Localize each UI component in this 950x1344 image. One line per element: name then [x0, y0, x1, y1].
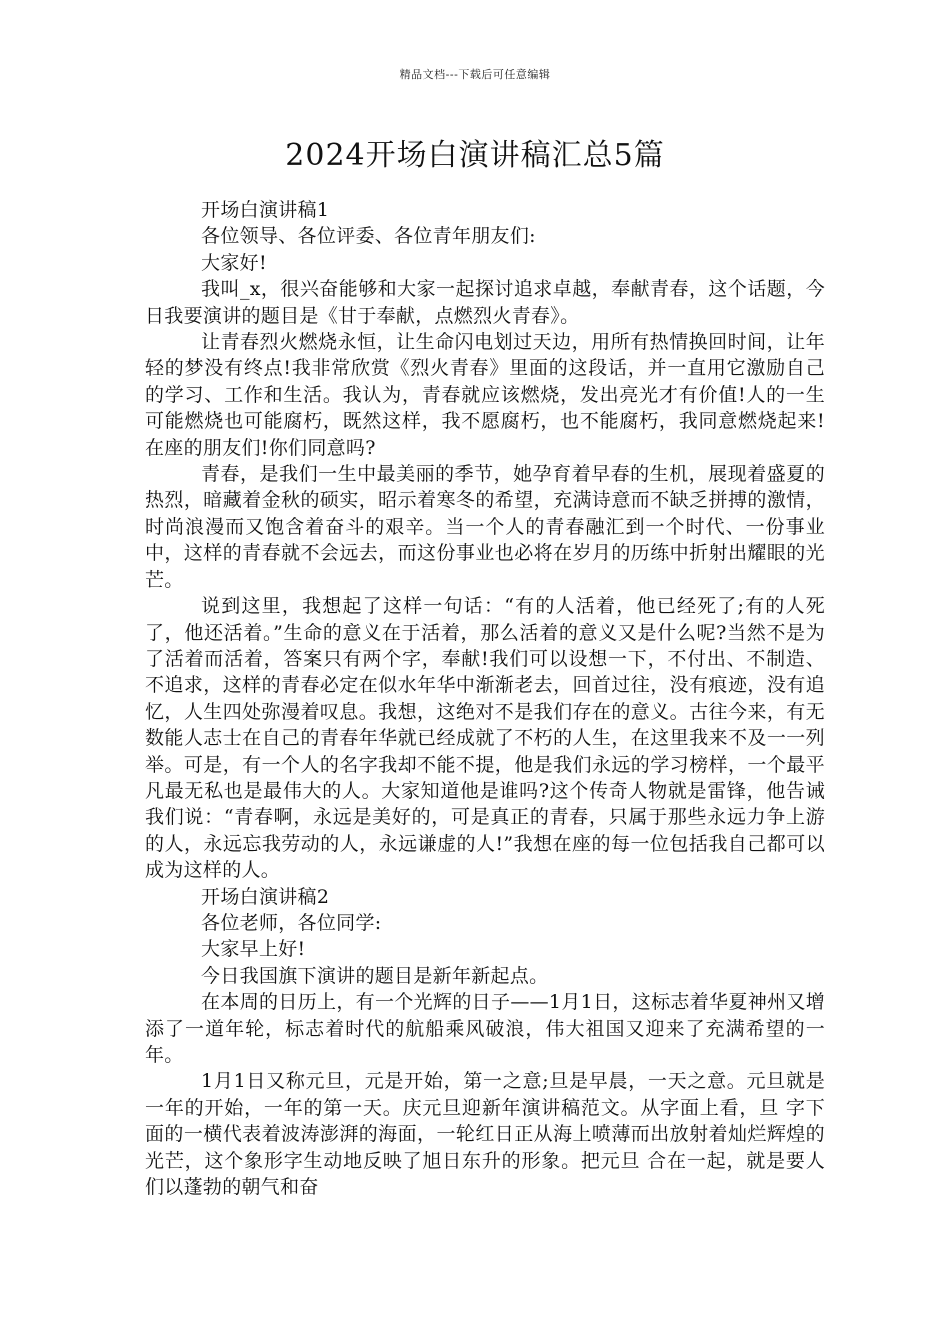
paragraph: 大家好! — [201, 251, 267, 274]
paragraph: 青春，是我们一生中最美丽的季节，她孕育着早春的生机，展现着盛夏的热烈，暗藏着金秋的硕实，昭示着寒冬的希望，充满诗意而不缺乏拼搏的激情，时尚浪漫而又饱含着奋斗的艰辛。当一个人的青春融汇到一个时代、一份事业中，这样的青春就不会远去，而这份事业也必将在岁月的历练中折射出耀眼的光芒。 — [145, 463, 825, 591]
page-header: 精品文档---下载后可任意编辑 — [399, 68, 551, 81]
paragraph: 开场白演讲稿2 — [201, 885, 330, 908]
paragraph: 各位老师，各位同学: — [201, 911, 382, 934]
paragraph: 各位领导、各位评委、各位青年朋友们: — [201, 225, 536, 248]
paragraph: 在本周的日历上，有一个光辉的日子——1月1日，这标志着华夏神州又增添了一道年轮，标志着时代的航船乘风破浪，伟大祖国又迎来了充满希望的一年。 — [145, 991, 825, 1066]
paragraph: 说到这里，我想起了这样一句话：“有的人活着，他已经死了;有的人死了，他还活着。”生命的意义在于活着，那么活着的意义又是什么呢?当然不是为了活着而活着，答案只有两个字，奉献!我们可以设想一下，不付出、不制造、不追求，这样的青春必定在似水年华中渐渐老去，回首过往，没有痕迹，没有追忆，人生四处弥漫着叹息。我想，这绝对不是我们存在的意义。古往今来，有无数能人志士在自己的青春年华就已经成就了不朽的人生，在这里我来不及一一列举。可是，有一个人的名字我却不能不提，他是我们永远的学习榜样，一个最平凡最无私也是最伟大的人。大家知道他是谁吗?这个传奇人物就是雷锋，他告诫我们说：“青春啊，永远是美好的，可是真正的青春，只属于那些永远力争上游的人，永远忘我劳动的人，永远谦虚的人!”我想在座的每一位包括我自己都可以成为这样的人。 — [145, 595, 825, 882]
document-body — [145, 197, 825, 1200]
document-title: 2024开场白演讲稿汇总5篇 — [285, 138, 665, 173]
paragraph: 今日我国旗下演讲的题目是新年新起点。 — [201, 964, 549, 987]
paragraph: 大家早上好! — [201, 938, 306, 961]
paragraph: 我叫_x，很兴奋能够和大家一起探讨追求卓越，奉献青春，这个话题，今日我要演讲的题目是《甘于奉献，点燃烈火青春》。 — [145, 278, 825, 327]
paragraph: 开场白演讲稿1 — [201, 199, 330, 221]
paragraph: 让青春烈火燃烧永恒，让生命闪电划过天边，用所有热情换回时间，让年轻的梦没有终点!我非常欣赏《烈火青春》里面的这段话，并一直用它激励自己的学习、工作和生活。我认为，青春就应该燃烧，发出亮光才有价值!人的一生可能燃烧也可能腐朽，既然这样，我不愿腐朽，也不能腐朽，我同意燃烧起来!在座的朋友们!你们同意吗? — [145, 331, 825, 459]
paragraph: 1月1日又称元旦，元是开始，第一之意;旦是早晨，一天之意。元旦就是一年的开始，一年的第一天。庆元旦迎新年演讲稿范文。从字面上看，旦 字下面的一横代表着波涛澎湃的海面，一轮红日正从海上喷薄而出放射着灿烂辉煌的光芒，这个象形字生动地反映了旭日东升的形象。把元旦 合在一起，就是要人们以蓬勃的朝气和奋 — [145, 1070, 825, 1199]
